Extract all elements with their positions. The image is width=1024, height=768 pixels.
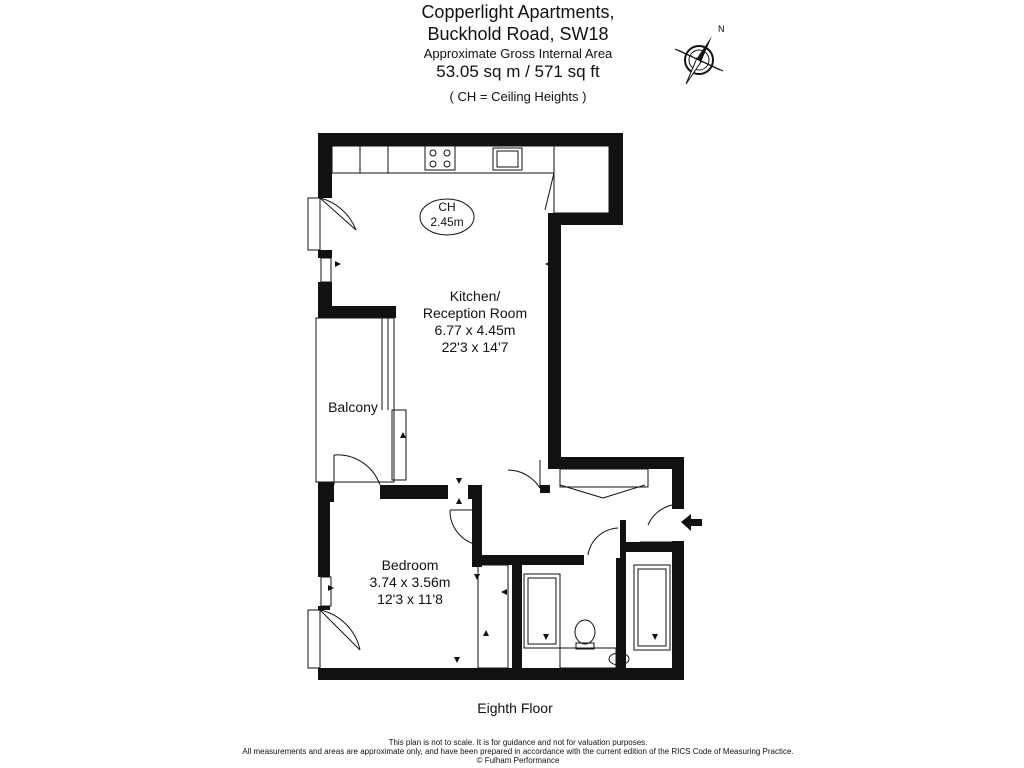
area-value: 53.05 sq m / 571 sq ft [436,62,600,81]
floor-label: Eighth Floor [477,700,553,716]
balcony-label: Balcony [328,399,378,415]
kitchen-imperial: 22'3 x 14'7 [441,339,509,355]
area-label: Approximate Gross Internal Area [423,46,613,61]
kitchen-name-line2: Reception Room [422,305,528,321]
disclaimer-line-2: All measurements and areas are approximate only, and have been prepared in accordance with the current edition of the RICS Code of Measuring Practice. [242,747,794,756]
ceiling-height-abbrev: CH [438,200,456,214]
bedroom-room-label [340,557,480,608]
ceiling-note: ( CH = Ceiling Heights ) [449,89,587,104]
copyright: © Fulham Performance [476,756,560,765]
kitchen-metric: 6.77 x 4.45m [434,322,516,338]
bedroom-name: Bedroom [381,557,439,573]
compass-icon [675,24,725,84]
bedroom-imperial: 12'3 x 11'8 [377,591,443,607]
entrance-arrow-icon [681,514,702,531]
ceiling-height-label [427,200,467,230]
property-title: Copperlight Apartments, [421,2,615,22]
bedroom-metric: 3.74 x 3.56m [369,574,451,590]
compass-north-letter: N [718,24,725,34]
kitchen-name-line1: Kitchen/ [449,288,501,304]
ceiling-height-value: 2.45m [430,215,464,229]
property-address: Buckhold Road, SW18 [427,24,609,44]
disclaimer-line-1: This plan is not to scale. It is for guidance and not for valuation purposes. [388,738,648,747]
kitchen-room-label [410,288,540,356]
